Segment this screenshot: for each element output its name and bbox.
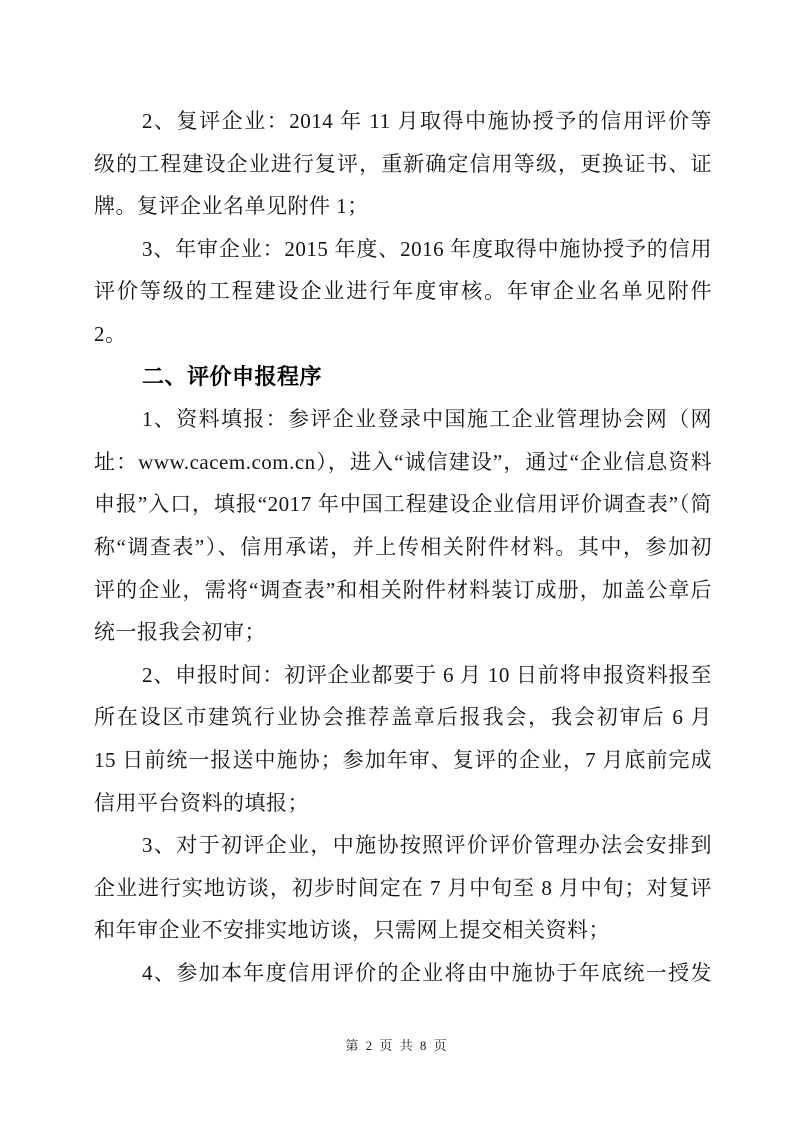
text-line: 15 日前统一报送中施协；参加年审、复评的企业，7 月底前完成: [94, 747, 712, 772]
text-line: 1、资料填报：参评企业登录中国施工企业管理协会网（网: [142, 407, 712, 432]
text-line: 3、年审企业：2015 年度、2016 年度取得中施协授予的信用: [142, 236, 712, 261]
page-footer: [0, 1035, 794, 1057]
text-line: 评的企业，需将“调查表”和相关附件材料装订成册，加盖公章后: [94, 577, 712, 602]
section-heading: 二、评价申报程序: [142, 363, 323, 389]
text-line: 信用平台资料的填报；: [94, 790, 309, 815]
page-number-text: 第 2 页 共 8 页: [345, 1038, 449, 1053]
text-line: 牌。复评企业名单见附件 1；: [94, 194, 369, 219]
text-line: 址：www.cacem.com.cn），进入“诚信建设”，通过“企业信息资料: [94, 449, 712, 474]
text-line: 4、参加本年度信用评价的企业将由中施协于年底统一授发: [142, 960, 712, 985]
text-line: 和年审企业不安排实地访谈，只需网上提交相关资料；: [94, 918, 610, 943]
text-line: 称“调查表”）、信用承诺，并上传相关附件材料。其中，参加初: [94, 534, 712, 559]
text-line: 企业进行实地访谈，初步时间定在 7 月中旬至 8 月中旬；对复评: [94, 875, 712, 900]
text-line: 3、对于初评企业，中施协按照评价评价管理办法会安排到: [142, 833, 712, 858]
text-line: 评价等级的工程建设企业进行年度审核。年审企业名单见附件: [94, 279, 712, 304]
text-line: 统一报我会初审；: [94, 620, 266, 645]
text-line: 申报”入口，填报“2017 年中国工程建设企业信用评价调查表”（简: [94, 492, 712, 517]
text-line: 2、申报时间：初评企业都要于 6 月 10 日前将申报资料报至: [142, 662, 712, 687]
text-line: 2、复评企业：2014 年 11 月取得中施协授予的信用评价等: [142, 109, 712, 133]
text-line: 所在设区市建筑行业协会推荐盖章后报我会，我会初审后 6 月: [94, 705, 712, 730]
document-body: [94, 100, 712, 994]
text-line: 级的工程建设企业进行复评，重新确定信用等级，更换证书、证: [94, 151, 712, 176]
text-line: 2。: [94, 321, 127, 346]
